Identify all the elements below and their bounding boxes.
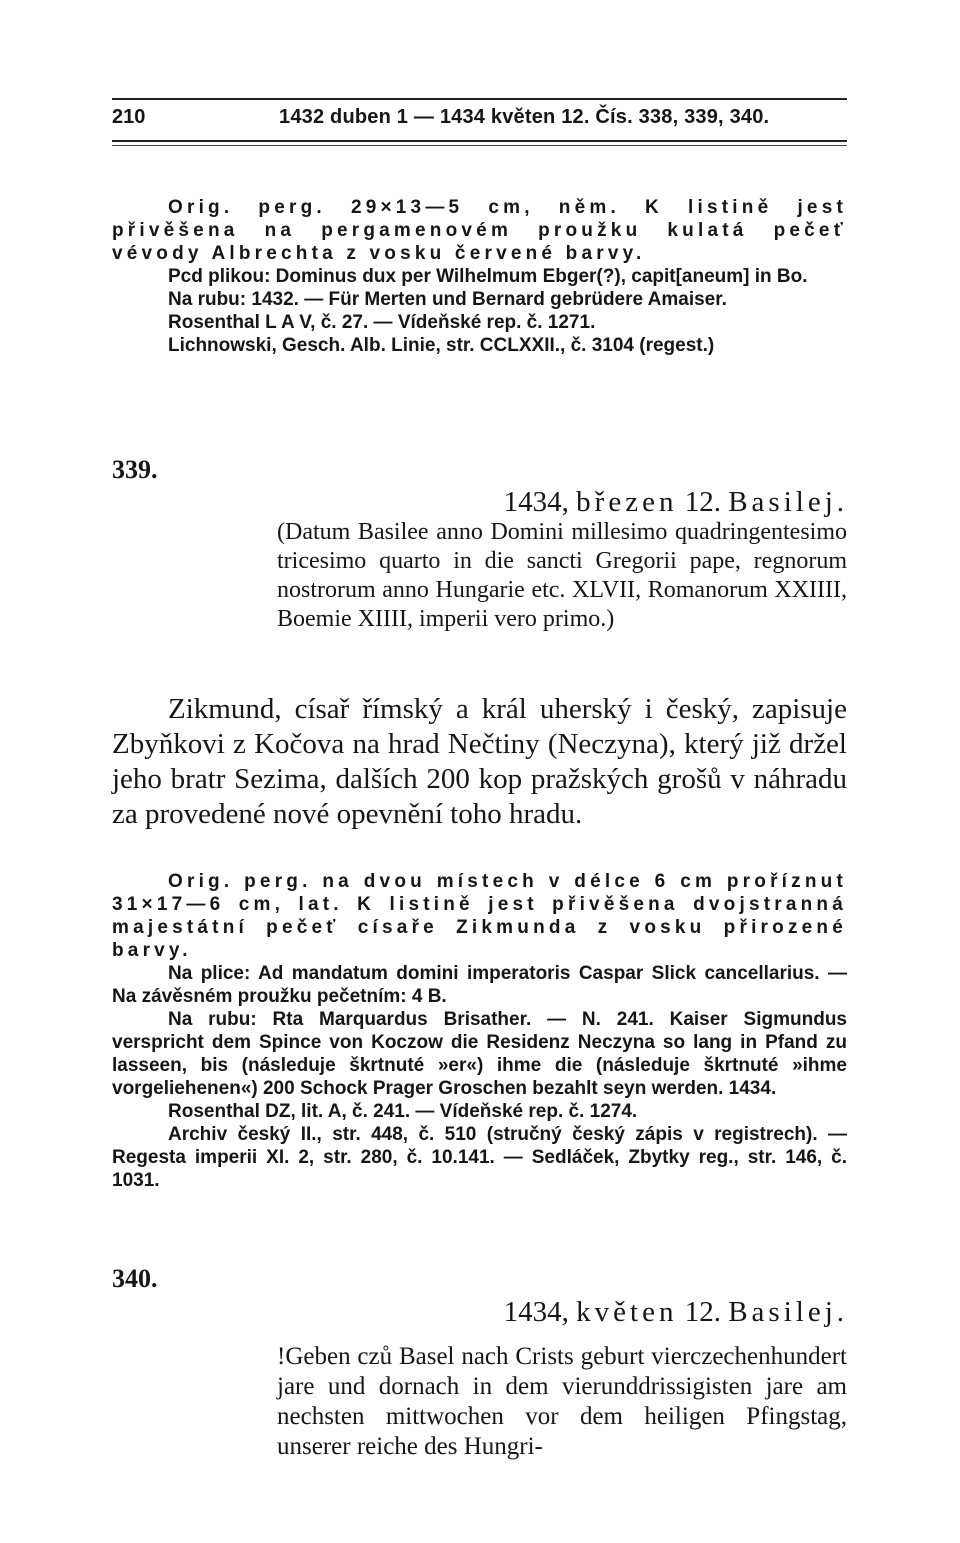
doc338-pod-plikou: Pcd plikou: Dominus dux per Wilhelmum Ebger(?), capit[aneum] in Bo. xyxy=(168,266,808,287)
doc339-na-rubu: Na rubu: Rta Marquardus Brisather. — N. 241. Kaiser Sigmundus verspricht dem Spince von Koczow die Residenz Neczyna so lang in Pfand zu lasseen, bis (následuje škrtnuté »er«) ihme die (následuje škrtnuté »ihme vorgeliehenen«) 200 Schock Prager Groschen bezahlt seyn werden. 1434. xyxy=(112,1009,847,1099)
doc340-number: 340. xyxy=(112,1264,158,1293)
doc338-notes xyxy=(112,196,847,357)
doc339-date-month: březen xyxy=(576,486,678,518)
page-number: 210 xyxy=(112,106,146,128)
header-rule-upper xyxy=(112,140,847,142)
doc339-archiv: Archiv český II., str. 448, č. 510 (stručný český zápis v registrech). — Regesta imperii XI. 2, str. 280, č. 10.141. — Sedláček, Zbytky reg., str. 146, č. 1031. xyxy=(112,1124,847,1191)
doc338-orig: Orig. perg. 29×13—5 cm, něm. K listině jest přivěšena na pergamenovém proužku kulatá pečeť vévody Albrechta z vosku červené barvy. xyxy=(112,197,847,264)
doc338-na-rubu: Na rubu: 1432. — Für Merten und Bernard gebrüdere Amaiser. xyxy=(168,289,727,310)
doc340-german-text: !Geben czů Basel nach Crists geburt vierczechenhundert jare und dornach in dem vierunddrissigisten jare am nechsten mittwochen vor dem heiligen Pfingstag, unserer reiche des Hungri- xyxy=(277,1343,847,1460)
doc339-date-place: Basilej. xyxy=(728,486,848,518)
doc339-orig: Orig. perg. na dvou místech v délce 6 cm proříznut 31×17—6 cm, lat. K listině jest přivěšena dvojstranná majestátní pečeť císaře Zikmunda z vosku přirozené barvy. xyxy=(112,871,847,961)
doc340-date-place: Basilej. xyxy=(728,1296,848,1328)
doc340-date-prefix: 1434, xyxy=(503,1296,569,1328)
running-header xyxy=(112,100,847,134)
doc339-date-day: 12. xyxy=(684,486,721,518)
running-title: 1432 duben 1 — 1434 květen 12. Čís. 338, 339, 340. xyxy=(279,106,770,128)
doc339-na-plice: Na plice: Ad mandatum domini imperatoris Caspar Slick cancellarius. — Na závěsném proužku pečetním: 4 B. xyxy=(112,963,847,1007)
doc339-notes xyxy=(112,870,847,1192)
doc339-rosenthal: Rosenthal DZ, lit. A, č. 241. — Vídeňské rep. č. 1274. xyxy=(168,1101,638,1122)
doc340-date-day: 12. xyxy=(684,1296,721,1328)
doc339-dateline xyxy=(504,486,848,519)
doc339-number: 339. xyxy=(112,455,158,484)
doc340-date-month: květen xyxy=(576,1296,678,1328)
doc339-date-prefix: 1434, xyxy=(503,486,569,518)
doc339-datum: (Datum Basilee anno Domini millesimo quadringentesimo tricesimo quarto in die sancti Gregorii pape, regnorum nostrorum anno Hungarie etc. XLVII, Romanorum XXIIII, Boemie XIIII, imperii vero primo.) xyxy=(277,519,847,632)
doc339-regest: Zikmund, císař římský a král uherský i český, zapisuje Zbyňkovi z Kočova na hrad Nečtiny (Neczyna), který již držel jeho bratr Sezima, dalších 200 kop pražských grošů v náhradu za provedené nové opevnění toho hradu. xyxy=(112,693,847,830)
header-rule-lower xyxy=(112,145,847,146)
doc340-dateline xyxy=(504,1296,848,1329)
doc338-lichnowski: Lichnowski, Gesch. Alb. Linie, str. CCLXXII., č. 3104 (regest.) xyxy=(168,335,715,356)
doc338-rosenthal: Rosenthal L A V, č. 27. — Vídeňské rep. č. 1271. xyxy=(168,312,596,333)
